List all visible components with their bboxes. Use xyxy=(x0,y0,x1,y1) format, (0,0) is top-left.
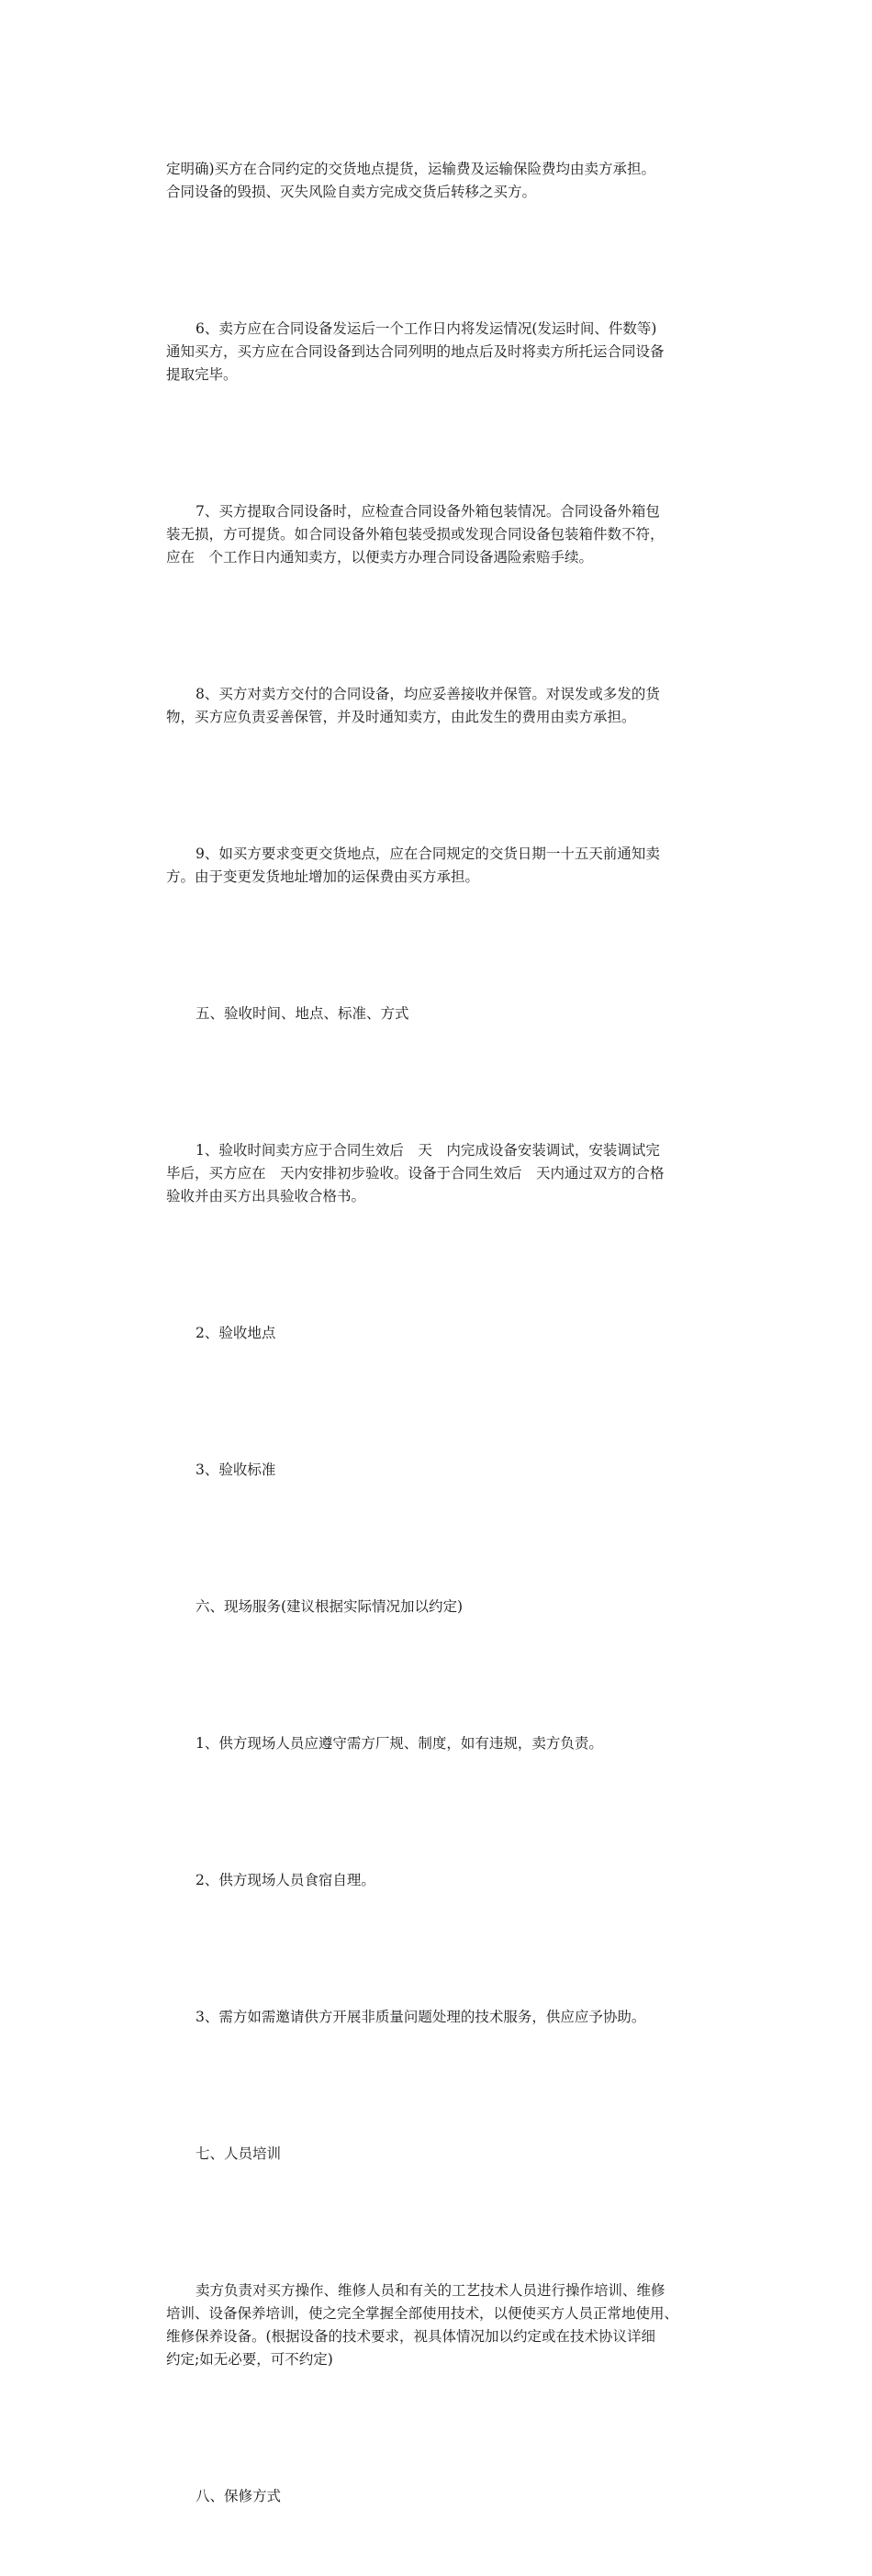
text-line: 3、需方如需邀请供方开展非质量问题处理的技术服务，供应应予协助。 xyxy=(196,2009,646,2025)
text-line: 合同设备的毁损、灭失风险自卖方完成交货后转移之买方。 xyxy=(166,184,537,200)
paragraph-clause-6-2 xyxy=(166,1823,717,1938)
text-line: 定明确)买方在合同约定的交货地点提货，运输费及运输保险费均由卖方承担。 xyxy=(166,161,656,177)
text-line: 培训、设备保养培训，使之完全掌握全部使用技术，以便使买方人员正常地使用、 xyxy=(166,2305,679,2322)
text-line: 约定;如无必要，可不约定) xyxy=(166,2351,333,2368)
paragraph-clause-6-3 xyxy=(166,1960,717,2075)
paragraph-section-7-body xyxy=(166,2234,717,2417)
text-line: 物，买方应负责妥善保管，并及时通知卖方，由此发生的费用由卖方承担。 xyxy=(166,709,636,725)
text-line: 3、验收标准 xyxy=(196,1462,276,1478)
text-line: 提取完毕。 xyxy=(166,366,238,383)
paragraph-clause-5-2 xyxy=(166,1276,717,1391)
text-line: 1、验收时间卖方应于合同生效后 天 内完成设备安装调试，安装调试完 xyxy=(196,1142,660,1159)
heading-line: 六、现场服务(建议根据实际情况加以约定) xyxy=(196,1598,464,1615)
heading-line: 五、验收时间、地点、标准、方式 xyxy=(196,1005,409,1022)
paragraph-clause-4-7 xyxy=(166,454,717,615)
text-line: 2、供方现场人员食宿自理。 xyxy=(196,1872,375,1888)
text-line: 8、买方对卖方交付的合同设备，均应妥善接收并保管。对误发或多发的货 xyxy=(196,686,660,702)
section-heading-6 xyxy=(166,1550,717,1664)
paragraph-clause-6-1 xyxy=(166,1686,717,1801)
text-line: 装无损，方可提货。如合同设备外箱包装受损或发现合同设备包装箱件数不符， xyxy=(166,526,665,543)
text-line: 1、供方现场人员应遵守需方厂规、制度，如有违规，卖方负责。 xyxy=(196,1735,603,1752)
text-line: 方。由于变更发货地址增加的运保费由买方承担。 xyxy=(166,868,480,885)
text-line: 7、买方提取合同设备时，应检查合同设备外箱包装情况。合同设备外箱包 xyxy=(196,503,660,520)
section-heading-7 xyxy=(166,2097,717,2212)
text-line: 验收并由买方出具验收合格书。 xyxy=(166,1188,366,1204)
text-line: 2、验收地点 xyxy=(196,1325,276,1341)
section-heading-5 xyxy=(166,957,717,1071)
text-line: 维修保养设备。(根据设备的技术要求，视具体情况加以约定或在技术协议详细 xyxy=(166,2328,656,2345)
text-line: 毕后，买方应在 天内安排初步验收。设备于合同生效后 天内通过双方的合格 xyxy=(166,1165,665,1182)
paragraph-clause-4-9 xyxy=(166,797,717,935)
text-line: 6、卖方应在合同设备发运后一个工作日内将发运情况(发运时间、件数等) xyxy=(196,320,657,337)
paragraph-clause-4-8 xyxy=(166,637,717,775)
paragraph-clause-4-6 xyxy=(166,272,717,432)
heading-line: 八、保修方式 xyxy=(196,2488,282,2504)
heading-line: 七、人员培训 xyxy=(196,2145,282,2162)
text-line: 9、如买方要求变更交货地点，应在合同规定的交货日期一十五天前通知卖 xyxy=(196,846,660,862)
section-heading-8 xyxy=(166,2439,717,2554)
paragraph-clause-5-1 xyxy=(166,1093,717,1254)
document-page xyxy=(166,112,717,2576)
paragraph-clause-5-3 xyxy=(166,1413,717,1528)
text-line: 应在 个工作日内通知卖方，以便卖方办理合同设备遇险索赔手续。 xyxy=(166,549,594,566)
text-line: 通知买方，买方应在合同设备到达合同列明的地点后及时将卖方所托运合同设备 xyxy=(166,343,665,360)
paragraph-continuation xyxy=(166,112,717,250)
text-line: 卖方负责对买方操作、维修人员和有关的工艺技术人员进行操作培训、维修 xyxy=(196,2282,665,2299)
